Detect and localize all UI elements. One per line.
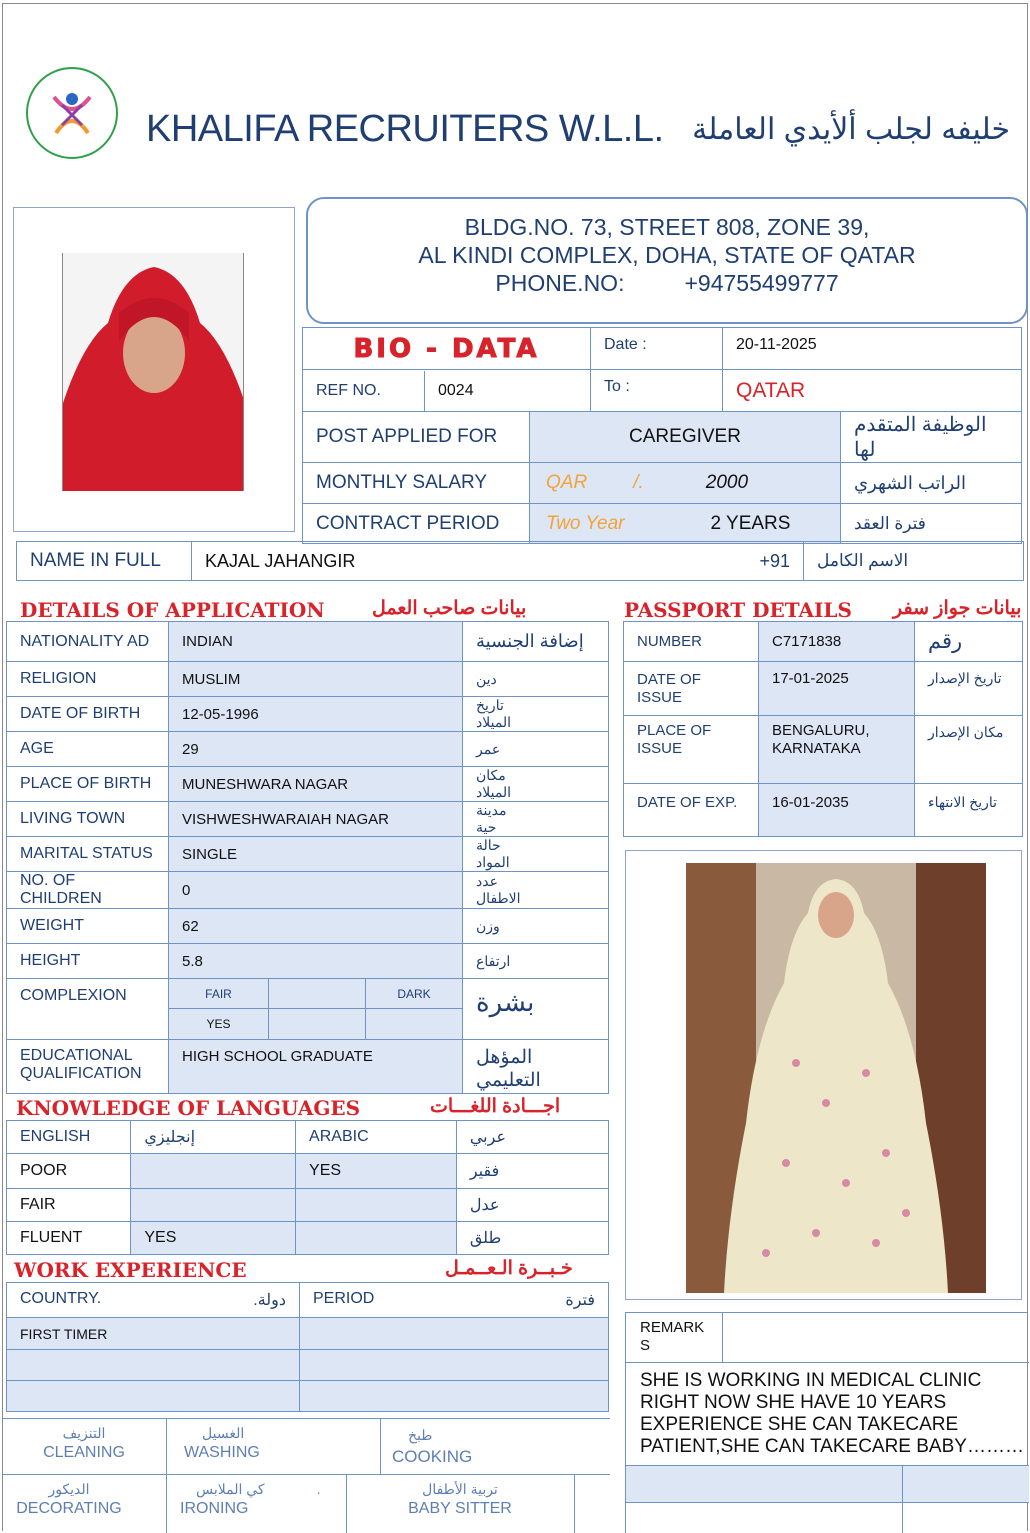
language-english-value (131, 1189, 296, 1222)
language-level: FLUENT (7, 1222, 131, 1255)
skill-cleaning: التنزيف CLEANING (43, 1425, 125, 1461)
work-table (6, 1282, 609, 1412)
work-country-cell (7, 1283, 300, 1318)
application-label: NO. OF CHILDREN (7, 872, 169, 909)
application-label: RELIGION (7, 662, 169, 697)
skill-cooking: طبخ COOKING (392, 1427, 473, 1466)
bio-data-title: BIO - DATA (353, 333, 540, 364)
languages-title-ar: اجـــادة اللغـــات (430, 1096, 561, 1117)
salary-value: 2000 (705, 472, 749, 493)
application-label: AGE (7, 732, 169, 767)
language-arabic-value: YES (296, 1154, 457, 1189)
passport-title: PASSPORT DETAILS (624, 598, 852, 622)
passport-exp-ar: تاريخ الانتهاء (915, 784, 1023, 837)
contract-value: 2 YEARS (710, 512, 791, 534)
contract-cell (530, 504, 841, 544)
language-level-ar: فقير (456, 1154, 608, 1189)
work-title: WORK EXPERIENCE (14, 1258, 247, 1282)
application-label-ar: ارتفاع (463, 944, 609, 979)
application-label: MARITAL STATUS (7, 837, 169, 872)
application-row (7, 622, 609, 662)
name-table (16, 541, 1024, 581)
education-label-ar: المؤهل التعليمي (463, 1040, 609, 1094)
phone-value: +94755499777 (684, 270, 839, 296)
education-value: HIGH SCHOOL GRADUATE (169, 1040, 463, 1094)
phone-label: PHONE.NO: (495, 270, 625, 296)
lang-english-ar: إنجليزي (131, 1121, 296, 1154)
application-label-ar: عدد الاطفال (463, 872, 609, 909)
passport-exp-value: 16-01-2035 (759, 784, 915, 837)
language-level-ar: عدل (456, 1189, 608, 1222)
application-value: MUNESHWARA NAGAR (169, 767, 463, 802)
complexion-label-ar: بشرة (463, 979, 609, 1040)
application-value: 12-05-1996 (169, 697, 463, 732)
salary-label: MONTHLY SALARY (303, 463, 530, 504)
remark-line: PATIENT,SHE CAN TAKECARE BABY……… (640, 1436, 1024, 1457)
application-label: HEIGHT (7, 944, 169, 979)
passport-table (623, 621, 1023, 837)
language-english-value (131, 1154, 296, 1189)
application-value: SINGLE (169, 837, 463, 872)
application-label-ar: دين (463, 662, 609, 697)
contract-label: CONTRACT PERIOD (303, 504, 530, 544)
application-title-ar: بيانات صاحب العمل (372, 598, 527, 619)
passport-photo (62, 253, 244, 491)
language-english-value: YES (131, 1222, 296, 1255)
passport-issue-value: 17-01-2025 (759, 662, 915, 715)
application-label-ar: إضافة الجنسية (463, 622, 609, 662)
post-table (302, 411, 1022, 544)
name-code: +91 (759, 550, 790, 571)
salary-currency: QAR (546, 472, 588, 493)
work-country-label: COUNTRY. (20, 1290, 102, 1307)
passport-number-ar: رقم (915, 622, 1023, 662)
application-row (7, 944, 609, 979)
application-value: 0 (169, 872, 463, 909)
application-value: VISHWESHWARAIAH NAGAR (169, 802, 463, 837)
passport-number-value: C7171838 (759, 622, 915, 662)
complexion-selected: YES (169, 1009, 269, 1039)
salary-label-ar: الراتب الشهري (841, 463, 1022, 504)
language-row (7, 1154, 609, 1189)
remark-line: EXPERIENCE SHE CAN TAKECARE (640, 1414, 959, 1435)
work-period-label: PERIOD (313, 1290, 375, 1307)
skills-grid (2, 1418, 610, 1533)
application-value: 62 (169, 909, 463, 944)
skill-ironing: كي الملابس . IRONING (180, 1481, 321, 1517)
passport-number-label: NUMBER (624, 622, 759, 662)
post-label-ar: الوظيفة المتقدم لها (841, 412, 1022, 463)
passport-place-value: BENGALURU, KARNATAKA (759, 715, 915, 784)
education-row (7, 1040, 609, 1094)
contract-hint: Two Year (546, 512, 625, 534)
languages-title: KNOWLEDGE OF LANGUAGES (16, 1096, 361, 1120)
people-circle-logo-icon (28, 69, 116, 157)
lang-english-label: ENGLISH (7, 1121, 131, 1154)
language-level: POOR (7, 1154, 131, 1189)
complexion-row (7, 979, 609, 1040)
name-value: KAJAL JAHANGIR (205, 550, 356, 571)
languages-table (6, 1120, 609, 1255)
application-label-ar: تاريخ الميلاد (463, 697, 609, 732)
language-row (7, 1189, 609, 1222)
application-table (6, 621, 609, 1094)
work-first-row: FIRST TIMER (7, 1318, 300, 1350)
date-label: Date : (591, 328, 723, 370)
complexion-dark: DARK (366, 979, 462, 1009)
application-label-ar: وزن (463, 909, 609, 944)
remarks-label: REMARK S (626, 1313, 723, 1363)
application-label-ar: مكان الميلاد (463, 767, 609, 802)
salary-cell (530, 463, 841, 504)
application-row (7, 837, 609, 872)
language-arabic-value (296, 1222, 457, 1255)
phone-line (308, 269, 1026, 297)
application-label: DATE OF BIRTH (7, 697, 169, 732)
company-logo (26, 67, 118, 159)
company-name-en: KHALIFA RECRUITERS W.L.L. (146, 108, 664, 150)
bio-data-table (302, 327, 1022, 412)
remark-line: RIGHT NOW SHE HAVE 10 YEARS (640, 1392, 947, 1413)
application-label-ar: عمر (463, 732, 609, 767)
application-label: PLACE OF BIRTH (7, 767, 169, 802)
name-cell (192, 542, 804, 581)
work-country-ar: دولة. (253, 1292, 286, 1309)
post-label: POST APPLIED FOR (303, 412, 530, 463)
to-label: To : (591, 370, 723, 412)
name-label-ar: الاسم الكامل (804, 542, 1024, 581)
application-row (7, 697, 609, 732)
language-level: FAIR (7, 1189, 131, 1222)
skill-baby-sitter: تربية الأطفال BABY SITTER (408, 1481, 512, 1517)
passport-title-ar: بيانات جواز سفر (893, 598, 1022, 619)
remarks-text (640, 1370, 1024, 1458)
work-title-ar: خـبــرة الـعــمـل (445, 1258, 573, 1279)
post-value: CAREGIVER (530, 412, 841, 463)
passport-place-label: PLACE OF ISSUE (624, 715, 759, 784)
full-photo-frame (625, 850, 1022, 1300)
complexion-fair: FAIR (169, 979, 269, 1009)
application-title: DETAILS OF APPLICATION (20, 598, 325, 622)
application-value: 29 (169, 732, 463, 767)
language-level-ar: طلق (456, 1222, 608, 1255)
application-row (7, 909, 609, 944)
language-arabic-value (296, 1189, 457, 1222)
salary-separator: /. (633, 472, 644, 493)
passport-photo-frame (13, 207, 295, 532)
application-row (7, 732, 609, 767)
bio-data-title-cell (303, 328, 591, 370)
application-label-ar: حالة المواد (463, 837, 609, 872)
application-row (7, 767, 609, 802)
application-row (7, 662, 609, 697)
passport-issue-label: DATE OF ISSUE (624, 662, 759, 715)
application-label: LIVING TOWN (7, 802, 169, 837)
passport-exp-label: DATE OF EXP. (624, 784, 759, 837)
work-period-ar: فترة (565, 1292, 595, 1309)
skill-decorating: الديكور DECORATING (16, 1481, 122, 1517)
lang-arabic-label: ARABIC (296, 1121, 457, 1154)
contract-label-ar: فترة العقد (841, 504, 1022, 544)
company-name-ar: خليفه لجلب ألأيدي العاملة (692, 113, 1010, 146)
application-value: 5.8 (169, 944, 463, 979)
work-period-cell (300, 1283, 609, 1318)
complexion-label: COMPLEXION (7, 979, 169, 1040)
lang-arabic-ar: عربي (456, 1121, 608, 1154)
application-value: MUSLIM (169, 662, 463, 697)
application-label-ar: مدينة حية (463, 802, 609, 837)
remarks-box (625, 1312, 1028, 1533)
name-label: NAME IN FULL (17, 542, 192, 581)
full-length-photo (686, 863, 986, 1293)
passport-place-ar: مكان الإصدار (915, 715, 1023, 784)
passport-issue-ar: تاريخ الإصدار (915, 662, 1023, 715)
to-value: QATAR (723, 370, 1022, 412)
language-row (7, 1222, 609, 1255)
application-row (7, 872, 609, 909)
application-label: NATIONALITY AD (7, 622, 169, 662)
application-label: WEIGHT (7, 909, 169, 944)
skill-washing: الغسيل WASHING (184, 1425, 260, 1461)
application-row (7, 802, 609, 837)
education-label: EDUCATIONAL QUALIFICATION (7, 1040, 169, 1094)
ref-label: REF NO. (303, 371, 425, 411)
application-value: INDIAN (169, 622, 463, 662)
address-line-2: AL KINDI COMPLEX, DOHA, STATE OF QATAR (418, 242, 916, 268)
address-line-1: BLDG.NO. 73, STREET 808, ZONE 39, (464, 214, 870, 240)
remark-line: SHE IS WORKING IN MEDICAL CLINIC (640, 1370, 982, 1391)
ref-value: 0024 (438, 381, 474, 399)
address-box (306, 197, 1028, 324)
date-value: 20-11-2025 (723, 328, 1022, 370)
